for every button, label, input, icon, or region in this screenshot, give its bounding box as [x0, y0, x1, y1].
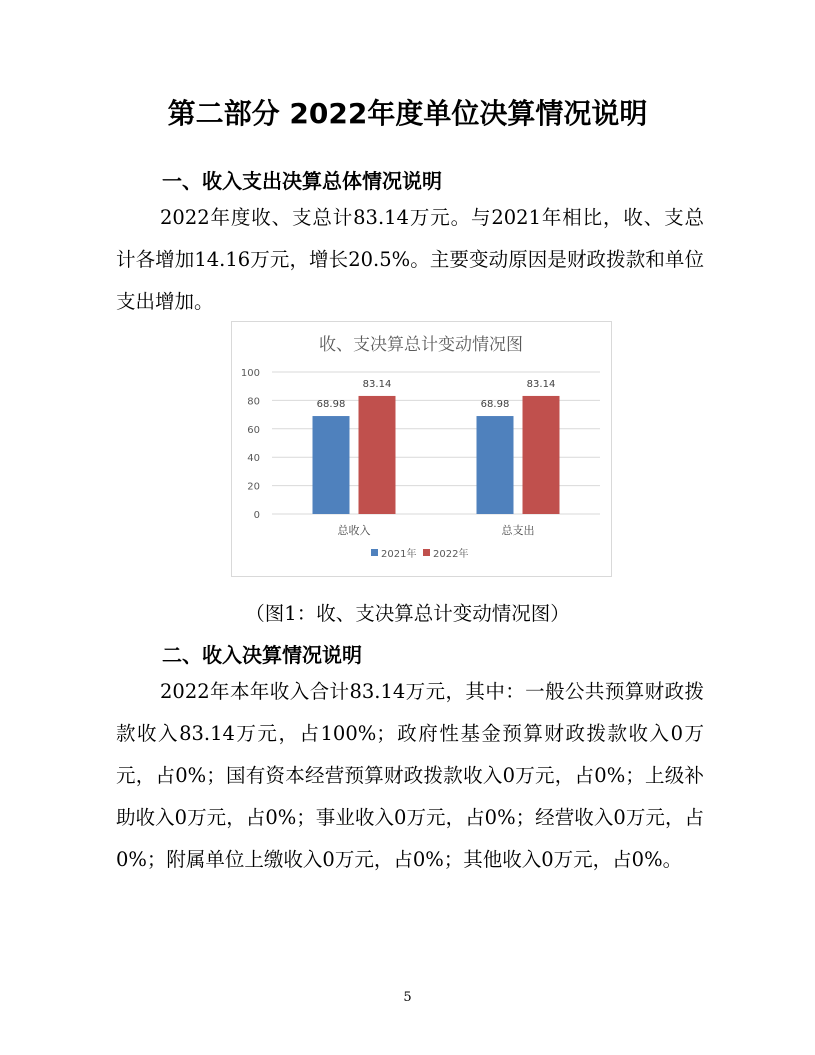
legend-swatch [423, 549, 430, 556]
section-heading-income: 二、收入决算情况说明 [162, 643, 362, 667]
bar-0-0 [313, 416, 350, 514]
data-label: 83.14 [526, 378, 556, 390]
page-title: 第二部分 2022年度单位决算情况说明 [167, 97, 648, 130]
data-label: 83.14 [362, 378, 392, 390]
y-tick-label: 40 [247, 453, 260, 465]
bar-0-1 [359, 396, 396, 514]
y-tick-label: 80 [247, 396, 260, 408]
y-tick-label: 0 [253, 510, 260, 521]
overview-paragraph: 2022年度收、支总计83.14万元。与2021年相比，收、支总计各增加14.16万元，增长20.5%。主要变动原因是财政拨款和单位支出增加。 [116, 206, 704, 313]
y-tick-label: 20 [247, 481, 260, 493]
data-label: 68.98 [316, 399, 346, 411]
legend-label: 2022年 [433, 549, 469, 560]
bar-1-1 [523, 396, 560, 514]
legend-swatch [371, 549, 378, 556]
income-expense-chart [231, 321, 612, 577]
legend-label: 2021年 [381, 549, 417, 560]
data-label: 68.98 [480, 399, 510, 411]
section-heading-overview: 一、收入支出决算总体情况说明 [162, 169, 442, 193]
bar-1-0 [477, 416, 514, 514]
y-tick-label: 60 [247, 424, 260, 436]
chart-svg [232, 322, 611, 576]
chart-title: 收、支决算总计变动情况图 [319, 335, 523, 355]
x-tick-label: 总支出 [501, 524, 535, 537]
x-tick-label: 总收入 [337, 524, 371, 537]
figure-caption: （图1：收、支决算总计变动情况图） [245, 602, 570, 625]
page-number: 5 [403, 990, 412, 1005]
income-paragraph: 2022年本年收入合计83.14万元，其中：一般公共预算财政拨款收入83.14万元，占100%；政府性基金预算财政拨款收入0万元，占0%；国有资本经营预算财政拨款收入0万元，占0%；上级补助收入0万元，占0%；事业收入0万元，占0%；经营收入0万元，占0%；附属单位上缴收入0万元，占0%；其他收入0万元，占0%。 [116, 680, 704, 871]
y-tick-label: 100 [240, 368, 260, 379]
